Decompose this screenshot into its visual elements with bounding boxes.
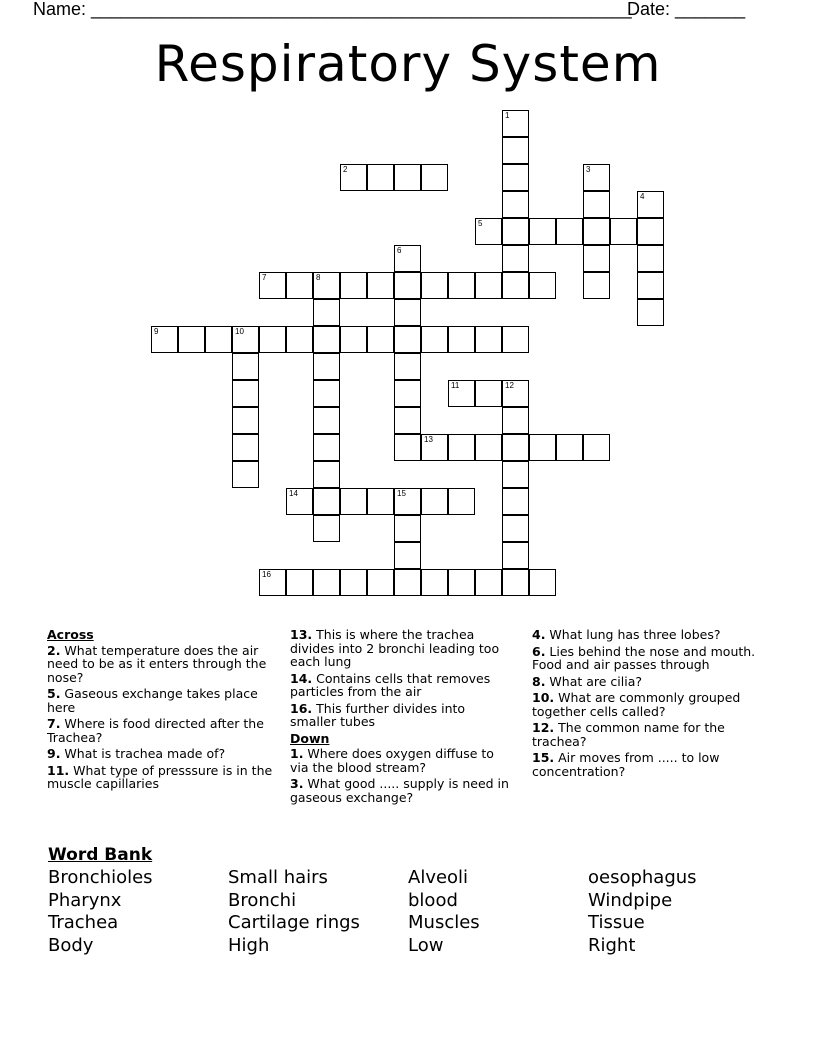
crossword-cell[interactable] — [232, 380, 259, 407]
clue-number: 12. — [532, 720, 555, 735]
crossword-cell[interactable] — [448, 380, 475, 407]
clues-column-1 — [47, 628, 279, 794]
cell-number: 5 — [478, 219, 483, 228]
crossword-cell[interactable] — [313, 488, 340, 515]
crossword-cell[interactable] — [502, 434, 529, 461]
clue-across-5 — [47, 687, 279, 714]
clue-number: 7. — [47, 716, 61, 731]
cell-number: 2 — [343, 165, 348, 174]
crossword-cell[interactable] — [502, 191, 529, 218]
crossword-cell[interactable] — [475, 326, 502, 353]
crossword-cell[interactable] — [475, 218, 502, 245]
clue-number: 13. — [290, 627, 313, 642]
cell-number: 6 — [397, 246, 402, 255]
cell-number: 10 — [235, 327, 244, 336]
page-title: Respiratory System — [154, 35, 662, 93]
crossword-cell[interactable] — [394, 326, 421, 353]
clues-column-2 — [290, 628, 515, 807]
clue-text: What type of presssure is in the muscle capillaries — [47, 762, 273, 791]
crossword-cell[interactable] — [448, 272, 475, 299]
crossword-cell[interactable] — [556, 434, 583, 461]
crossword-cell[interactable] — [394, 488, 421, 515]
crossword-cell[interactable] — [151, 326, 178, 353]
crossword-cell[interactable] — [421, 488, 448, 515]
clue-text: What lung has three lobes? — [545, 627, 721, 642]
crossword-cell[interactable] — [502, 245, 529, 272]
clue-text: This is where the trachea divides into 2 bronchi leading too each lung — [290, 627, 500, 669]
crossword-cell[interactable] — [502, 515, 529, 542]
word-bank-item: Bronchioles — [48, 867, 153, 888]
crossword-cell[interactable] — [421, 569, 448, 596]
crossword-cell[interactable] — [394, 434, 421, 461]
clue-across-7 — [47, 717, 279, 744]
crossword-cell[interactable] — [340, 488, 367, 515]
clue-number: 3. — [290, 776, 304, 791]
crossword-cell[interactable] — [313, 434, 340, 461]
crossword-cell[interactable] — [583, 191, 610, 218]
clue-across-2 — [47, 644, 279, 685]
crossword-cell[interactable] — [502, 137, 529, 164]
crossword-cell[interactable] — [394, 299, 421, 326]
clue-across-11 — [47, 764, 279, 791]
clue-text: Air moves from ..... to low concentration? — [532, 750, 720, 779]
crossword-cell[interactable] — [313, 353, 340, 380]
crossword-cell[interactable] — [313, 569, 340, 596]
cell-number: 13 — [424, 435, 433, 444]
clue-number: 6. — [532, 643, 546, 659]
crossword-cell[interactable] — [286, 569, 313, 596]
clue-number: 8. — [532, 673, 546, 689]
word-bank-title: Word Bank — [48, 845, 153, 865]
crossword-cell[interactable] — [502, 218, 529, 245]
cell-number: 14 — [289, 489, 298, 498]
crossword-cell[interactable] — [394, 164, 421, 191]
crossword-cell[interactable] — [502, 110, 529, 137]
crossword-cell[interactable] — [637, 245, 664, 272]
clue-across-14 — [290, 672, 515, 699]
crossword-cell[interactable] — [313, 326, 340, 353]
clue-text: The common name for the trachea? — [532, 720, 725, 749]
clue-down-8 — [532, 675, 772, 689]
crossword-cell[interactable] — [583, 272, 610, 299]
word-bank-item: Alveoli — [408, 867, 469, 888]
crossword-cell[interactable] — [529, 218, 556, 245]
cell-number: 16 — [262, 570, 271, 579]
crossword-cell[interactable] — [556, 218, 583, 245]
cell-number: 15 — [397, 489, 406, 498]
across-heading: Across — [47, 627, 94, 642]
crossword-cell[interactable] — [367, 272, 394, 299]
crossword-cell[interactable] — [340, 272, 367, 299]
clue-down-4 — [532, 628, 772, 642]
clue-down-3 — [290, 777, 515, 804]
clue-across-13 — [290, 628, 515, 669]
crossword-cell[interactable] — [529, 434, 556, 461]
crossword-cell[interactable] — [502, 164, 529, 191]
clue-down-1 — [290, 747, 515, 774]
crossword-cell[interactable] — [502, 461, 529, 488]
crossword-cell[interactable] — [313, 272, 340, 299]
crossword-cell[interactable] — [502, 488, 529, 515]
crossword-cell[interactable] — [394, 407, 421, 434]
crossword-cell[interactable] — [475, 380, 502, 407]
word-bank-item: High — [228, 935, 270, 957]
word-bank-item: Tissue — [588, 912, 645, 934]
crossword-cell[interactable] — [232, 407, 259, 434]
clue-text: Where does oxygen diffuse to via the blood stream? — [290, 746, 494, 775]
crossword-cell[interactable] — [448, 434, 475, 461]
crossword-cell[interactable] — [286, 488, 313, 515]
word-bank-item: Small hairs — [228, 867, 328, 888]
crossword-cell[interactable] — [502, 407, 529, 434]
crossword-cell[interactable] — [394, 542, 421, 569]
crossword-cell[interactable] — [394, 380, 421, 407]
crossword-cell[interactable] — [232, 434, 259, 461]
clue-number: 4. — [532, 627, 546, 642]
crossword-cell[interactable] — [421, 272, 448, 299]
crossword-cell[interactable] — [394, 272, 421, 299]
crossword-cell[interactable] — [637, 299, 664, 326]
word-bank-item: Right — [588, 935, 636, 957]
crossword-cell[interactable] — [367, 569, 394, 596]
clue-number: 16. — [290, 700, 313, 716]
word-bank-item: Cartilage rings — [228, 912, 360, 934]
word-bank-item: Pharynx — [48, 889, 122, 911]
crossword-cell[interactable] — [502, 380, 529, 407]
cell-number: 9 — [154, 327, 159, 336]
word-bank-item: blood — [408, 889, 458, 911]
clue-down-15 — [532, 751, 772, 778]
crossword-cell[interactable] — [475, 569, 502, 596]
clue-text: What good ..... supply is need in gaseous exchange? — [290, 776, 509, 805]
crossword-cell[interactable] — [259, 569, 286, 596]
word-bank-item: Bronchi — [228, 889, 297, 911]
clue-number: 1. — [290, 746, 304, 761]
crossword-cell[interactable] — [313, 299, 340, 326]
word-bank-item: Body — [48, 935, 94, 957]
crossword-cell[interactable] — [205, 326, 232, 353]
crossword-cell[interactable] — [502, 542, 529, 569]
clues-column-3 — [532, 628, 772, 781]
crossword-cell[interactable] — [313, 461, 340, 488]
crossword-cell[interactable] — [502, 569, 529, 596]
cell-number: 1 — [505, 111, 510, 120]
cell-number: 7 — [262, 273, 267, 282]
crossword-cell[interactable] — [448, 326, 475, 353]
crossword-cell[interactable] — [475, 272, 502, 299]
name-field-label: Name: ______________________________________________________ — [33, 0, 632, 19]
cell-number: 12 — [505, 381, 514, 390]
crossword-cell[interactable] — [313, 515, 340, 542]
clue-number: 9. — [47, 746, 61, 761]
crossword-cell[interactable] — [448, 488, 475, 515]
crossword-cell[interactable] — [448, 569, 475, 596]
crossword-cell[interactable] — [367, 164, 394, 191]
clue-text: Gaseous exchange takes place here — [47, 686, 258, 715]
crossword-cell[interactable] — [313, 407, 340, 434]
clue-text: Contains cells that removes particles from the air — [290, 670, 491, 699]
crossword-cell[interactable] — [259, 326, 286, 353]
clue-down-12 — [532, 721, 772, 748]
word-bank-item: Muscles — [408, 912, 480, 934]
crossword-cell[interactable] — [259, 272, 286, 299]
crossword-cell[interactable] — [394, 569, 421, 596]
crossword-cell[interactable] — [232, 353, 259, 380]
clue-number: 5. — [47, 686, 61, 701]
crossword-cell[interactable] — [583, 218, 610, 245]
word-bank-item: Low — [408, 935, 444, 957]
clue-text: Lies behind the nose and mouth. Food and air passes through — [532, 643, 756, 672]
clue-text: What are commonly grouped together cells called? — [532, 690, 741, 719]
clue-number: 2. — [47, 642, 61, 658]
crossword-cell[interactable] — [367, 326, 394, 353]
crossword-cell[interactable] — [583, 245, 610, 272]
clue-text: What temperature does the air need to be as it enters through the nose? — [47, 642, 267, 685]
crossword-cell[interactable] — [178, 326, 205, 353]
crossword-cell[interactable] — [340, 164, 367, 191]
clue-text: Where is food directed after the Trachea? — [47, 716, 264, 745]
clue-down-6 — [532, 645, 772, 672]
crossword-cell[interactable] — [502, 326, 529, 353]
crossword-cell[interactable] — [340, 569, 367, 596]
word-bank-item: Trachea — [48, 912, 119, 934]
clue-text: What are cilia? — [545, 673, 643, 689]
clue-number: 14. — [290, 670, 313, 686]
crossword-cell[interactable] — [367, 488, 394, 515]
crossword-cell[interactable] — [421, 326, 448, 353]
cell-number: 11 — [451, 381, 460, 390]
crossword-cell[interactable] — [394, 515, 421, 542]
crossword-cell[interactable] — [394, 353, 421, 380]
crossword-cell[interactable] — [232, 461, 259, 488]
clue-number: 15. — [532, 750, 555, 765]
clue-down-10 — [532, 691, 772, 718]
crossword-cell[interactable] — [421, 434, 448, 461]
crossword-cell[interactable] — [286, 326, 313, 353]
crossword-cell[interactable] — [394, 245, 421, 272]
clue-number: 11. — [47, 762, 70, 778]
crossword-cell[interactable] — [286, 272, 313, 299]
crossword-cell[interactable] — [232, 326, 259, 353]
crossword-cell[interactable] — [583, 164, 610, 191]
crossword-cell[interactable] — [475, 434, 502, 461]
clue-text: This further divides into smaller tubes — [290, 700, 466, 729]
crossword-cell[interactable] — [637, 218, 664, 245]
clue-number: 10. — [532, 690, 555, 705]
cell-number: 3 — [586, 165, 591, 174]
crossword-cell[interactable] — [529, 272, 556, 299]
crossword-cell[interactable] — [502, 272, 529, 299]
crossword-cell[interactable] — [610, 218, 637, 245]
crossword-cell[interactable] — [313, 380, 340, 407]
down-heading: Down — [290, 730, 330, 746]
word-bank-item: Windpipe — [588, 889, 673, 911]
cell-number: 8 — [316, 273, 321, 282]
clue-across-16 — [290, 702, 515, 729]
crossword-cell[interactable] — [340, 326, 367, 353]
word-bank — [48, 867, 788, 958]
crossword-cell[interactable] — [583, 434, 610, 461]
crossword-cell[interactable] — [421, 164, 448, 191]
word-bank-item: oesophagus — [588, 867, 697, 888]
crossword-cell[interactable] — [637, 272, 664, 299]
date-field-label: Date: _______ — [627, 0, 746, 19]
clue-text: What is trachea made of? — [60, 746, 226, 761]
crossword-cell[interactable] — [529, 569, 556, 596]
cell-number: 4 — [640, 192, 645, 201]
crossword-cell[interactable] — [637, 191, 664, 218]
clue-across-9 — [47, 747, 279, 761]
